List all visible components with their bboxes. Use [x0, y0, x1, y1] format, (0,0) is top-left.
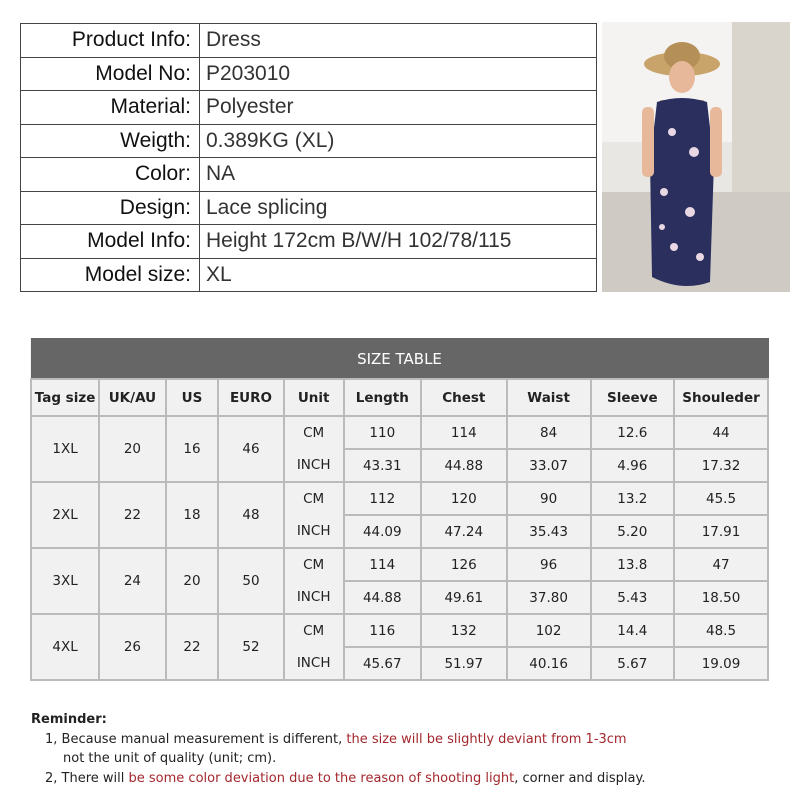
column-header: Waist — [507, 379, 591, 416]
cell-inch: 5.67 — [591, 647, 675, 680]
column-header: Sleeve — [591, 379, 675, 416]
cell-euro: 48 — [218, 482, 283, 548]
info-row — [21, 57, 597, 91]
info-row — [21, 191, 597, 225]
table-row — [31, 482, 768, 515]
table-row — [31, 548, 768, 581]
cell-cm: 48.5 — [674, 614, 768, 647]
cell-inch: 40.16 — [507, 647, 591, 680]
cell-cm: 13.2 — [591, 482, 675, 515]
column-header: Shouleder — [674, 379, 768, 416]
reminder-2-end: , corner and display. — [514, 770, 646, 786]
cell-us: 22 — [166, 614, 219, 680]
info-row — [21, 124, 597, 158]
info-row — [21, 258, 597, 292]
size-table-title: SIZE TABLE — [31, 339, 768, 380]
cell-unit: CM — [284, 548, 344, 581]
cell-cm: 90 — [507, 482, 591, 515]
cell-inch: 51.97 — [421, 647, 507, 680]
reminder-1-highlight: the size will be slightly deviant from 1-3cm — [346, 731, 627, 747]
info-label: Model Info: — [21, 225, 200, 259]
cell-uk: 26 — [99, 614, 166, 680]
cell-cm: 84 — [507, 416, 591, 449]
info-value: NA — [200, 158, 597, 192]
cell-inch: 44.09 — [344, 515, 421, 548]
info-label: Product Info: — [21, 24, 200, 58]
info-label: Model No: — [21, 57, 200, 91]
product-info-table — [20, 23, 597, 292]
cell-inch: 5.20 — [591, 515, 675, 548]
info-label: Weigth: — [21, 124, 200, 158]
table-row — [31, 416, 768, 449]
cell-cm: 102 — [507, 614, 591, 647]
reminder-1-cont: not the unit of quality (unit; cm). — [63, 751, 277, 766]
cell-inch: 49.61 — [421, 581, 507, 614]
info-label: Design: — [21, 191, 200, 225]
cell-cm: 13.8 — [591, 548, 675, 581]
info-value: Height 172cm B/W/H 102/78/115 — [200, 225, 597, 259]
cell-euro: 52 — [218, 614, 283, 680]
cell-cm: 114 — [421, 416, 507, 449]
column-header: Unit — [284, 379, 344, 416]
cell-us: 18 — [166, 482, 219, 548]
info-value: XL — [200, 258, 597, 292]
cell-inch: 5.43 — [591, 581, 675, 614]
reminder — [31, 710, 645, 788]
cell-cm: 110 — [344, 416, 421, 449]
cell-cm: 114 — [344, 548, 421, 581]
column-header: EURO — [218, 379, 283, 416]
cell-tag: 1XL — [31, 416, 99, 482]
cell-unit: INCH — [284, 581, 344, 614]
cell-inch: 17.91 — [674, 515, 768, 548]
column-header: Chest — [421, 379, 507, 416]
column-header: Tag size — [31, 379, 99, 416]
reminder-2-text: 2, There will — [45, 770, 129, 786]
cell-us: 16 — [166, 416, 219, 482]
model-photo — [602, 22, 790, 292]
cell-inch: 33.07 — [507, 449, 591, 482]
cell-tag: 3XL — [31, 548, 99, 614]
cell-cm: 45.5 — [674, 482, 768, 515]
cell-inch: 18.50 — [674, 581, 768, 614]
cell-inch: 19.09 — [674, 647, 768, 680]
cell-uk: 22 — [99, 482, 166, 548]
column-header: US — [166, 379, 219, 416]
cell-unit: INCH — [284, 647, 344, 680]
cell-cm: 47 — [674, 548, 768, 581]
column-header: UK/AU — [99, 379, 166, 416]
cell-inch: 45.67 — [344, 647, 421, 680]
cell-inch: 44.88 — [421, 449, 507, 482]
info-row — [21, 24, 597, 58]
info-value: 0.389KG (XL) — [200, 124, 597, 158]
cell-cm: 126 — [421, 548, 507, 581]
cell-cm: 132 — [421, 614, 507, 647]
cell-cm: 44 — [674, 416, 768, 449]
cell-inch: 47.24 — [421, 515, 507, 548]
cell-inch: 17.32 — [674, 449, 768, 482]
cell-us: 20 — [166, 548, 219, 614]
cell-unit: CM — [284, 614, 344, 647]
info-value: Dress — [200, 24, 597, 58]
cell-cm: 14.4 — [591, 614, 675, 647]
info-value: Polyester — [200, 91, 597, 125]
cell-unit: INCH — [284, 515, 344, 548]
cell-cm: 12.6 — [591, 416, 675, 449]
cell-inch: 43.31 — [344, 449, 421, 482]
info-row — [21, 158, 597, 192]
cell-unit: CM — [284, 416, 344, 449]
reminder-1-text: 1, Because manual measurement is different, — [45, 731, 347, 747]
size-table — [30, 338, 769, 681]
cell-inch: 37.80 — [507, 581, 591, 614]
cell-cm: 120 — [421, 482, 507, 515]
cell-inch: 35.43 — [507, 515, 591, 548]
info-value: Lace splicing — [200, 191, 597, 225]
info-row — [21, 91, 597, 125]
cell-uk: 24 — [99, 548, 166, 614]
reminder-title: Reminder: — [31, 712, 107, 727]
cell-inch: 44.88 — [344, 581, 421, 614]
cell-inch: 4.96 — [591, 449, 675, 482]
info-value: P203010 — [200, 57, 597, 91]
info-row — [21, 225, 597, 259]
info-label: Color: — [21, 158, 200, 192]
column-header: Length — [344, 379, 421, 416]
cell-euro: 50 — [218, 548, 283, 614]
cell-tag: 2XL — [31, 482, 99, 548]
info-label: Material: — [21, 91, 200, 125]
reminder-2-highlight: be some color deviation due to the reason of shooting light — [128, 770, 515, 786]
cell-euro: 46 — [218, 416, 283, 482]
cell-cm: 96 — [507, 548, 591, 581]
cell-unit: INCH — [284, 449, 344, 482]
info-label: Model size: — [21, 258, 200, 292]
cell-tag: 4XL — [31, 614, 99, 680]
table-row — [31, 614, 768, 647]
cell-unit: CM — [284, 482, 344, 515]
cell-cm: 112 — [344, 482, 421, 515]
cell-uk: 20 — [99, 416, 166, 482]
cell-cm: 116 — [344, 614, 421, 647]
